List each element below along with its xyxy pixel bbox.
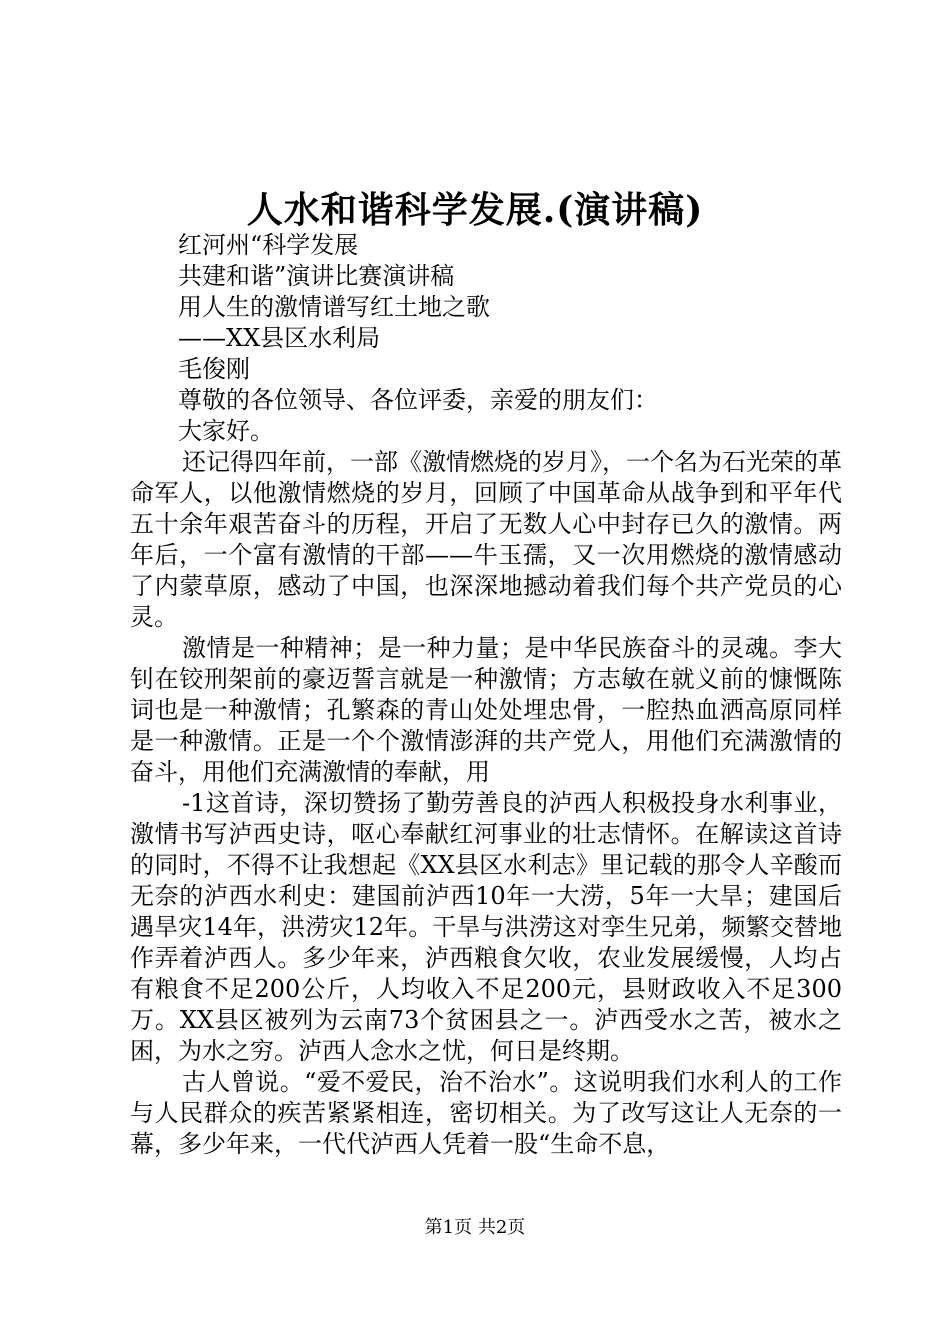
header-line: 红河州“科学发展 xyxy=(178,231,359,259)
document-body xyxy=(130,230,842,1160)
page-footer: 第1页 共2页 xyxy=(424,1217,526,1238)
paragraph: 还记得四年前，一部《激情燃烧的岁月》，一个名为石光荣的革命军人，以他激情燃烧的岁月，回顾了中国革命从战争到和平年代五十余年艰苦奋斗的历程，开启了无数人心中封存已久的激情。两年后，一个富有激情的干部——牛玉孺，又一次用燃烧的激情感动了内蒙草原，感动了中国，也深深地撼动着我们每个共产党员的心灵。 xyxy=(130,448,842,631)
paragraph: 古人曾说。“爱不爱民，治不治水”。这说明我们水利人的工作与人民群众的疾苦紧紧相连，密切相关。为了改写这让人无奈的一幕，多少年来，一代代泸西人凭着一股“生命不息， xyxy=(130,1068,842,1158)
header-line: 用人生的激情谱写红土地之歌 xyxy=(178,293,490,321)
header-line: ——XX县区水利局 xyxy=(178,324,381,352)
document-title: 人水和谐科学发展.(演讲稿) xyxy=(246,189,704,231)
author-name: 毛俊刚 xyxy=(178,355,250,383)
paragraph: -1这首诗，深切赞扬了勤劳善良的泸西人积极投身水利事业，激情书写泸西史诗，呕心奉献红河事业的壮志情怀。在解读这首诗的同时，不得不让我想起《XX县区水利志》里记载的那令人辛酸而无奈的泸西水利史：建国前泸西10年一大涝，5年一大旱；建国后遇旱灾14年，洪涝灾12年。干旱与洪涝这对孪生兄弟，频繁交替地作弄着泸西人。多少年来，泸西粮食欠收，农业发展缓慢，人均占有粮食不足200公斤，人均收入不足200元，县财政收入不足300万。XX县区被列为云南73个贫困县之一。泸西受水之苦，被水之困，为水之穷。泸西人念水之忧，何日是终期。 xyxy=(130,789,842,1065)
salutation: 尊敬的各位领导、各位评委，亲爱的朋友们： xyxy=(178,386,658,414)
paragraph: 激情是一种精神；是一种力量；是中华民族奋斗的灵魂。李大钊在铰刑架前的豪迈誓言就是一种激情；方志敏在就义前的慷慨陈词也是一种激情；孔繁森的青山处处埋忠骨，一腔热血洒高原同样是一种激情。正是一个个激情澎湃的共产党人，用他们充满激情的奋斗，用他们充满激情的奉献，用 xyxy=(130,634,842,786)
greeting: 大家好。 xyxy=(178,417,274,445)
header-line: 共建和谐”演讲比赛演讲稿 xyxy=(178,262,455,290)
